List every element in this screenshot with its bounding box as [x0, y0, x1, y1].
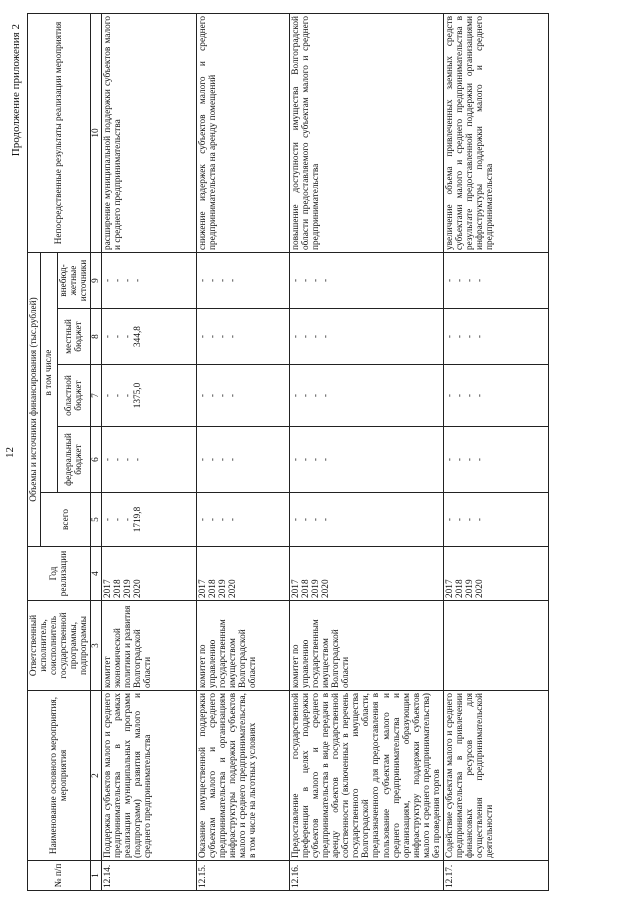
table-body [91, 13, 549, 890]
local-cell-value: - [208, 334, 219, 339]
total-cell-value: - [208, 517, 219, 522]
header-offbudget: внебюд-жетные источники [58, 252, 91, 308]
row-number: 12.16. [290, 861, 443, 891]
offbudget-cell-value: - [321, 278, 332, 283]
table-row [102, 13, 197, 890]
federal-cell-value: - [474, 457, 485, 462]
executor-cell: комитет по управлению государственным имуществом Волгоградской области [197, 601, 290, 691]
regional-cell [290, 365, 443, 427]
local-cell [443, 309, 548, 365]
total-cell-value: - [113, 517, 124, 522]
row-number: 12.17. [443, 861, 548, 891]
total-cell [290, 493, 443, 547]
regional-cell-value: - [454, 393, 465, 398]
federal-cell-value: - [113, 457, 124, 462]
regional-cell-value: - [321, 393, 332, 398]
years-cell [197, 547, 290, 601]
years-cell-value: 2019 [123, 579, 134, 598]
offbudget-cell-value: - [301, 278, 312, 283]
header-total: всего [41, 493, 91, 547]
years-cell-value: 2020 [133, 579, 144, 598]
local-cell [197, 309, 290, 365]
local-cell-value: - [311, 334, 322, 339]
local-cell-value: 344,8 [133, 326, 144, 347]
local-cell-value: - [301, 334, 312, 339]
offbudget-cell-value: - [113, 278, 124, 283]
offbudget-cell [443, 252, 548, 308]
regional-cell-value: - [123, 393, 134, 398]
row-number: 12.14. [102, 861, 197, 891]
years-cell [443, 547, 548, 601]
local-cell-value: - [444, 334, 455, 339]
total-cell-value: - [454, 517, 465, 522]
offbudget-cell-value: - [123, 278, 134, 283]
local-cell-value: - [198, 334, 209, 339]
federal-cell-value: - [321, 457, 332, 462]
years-cell-value: 2019 [464, 579, 475, 598]
regional-cell-value: - [113, 393, 124, 398]
federal-cell-value: - [444, 457, 455, 462]
column-number-row [91, 13, 102, 890]
federal-cell-value: - [133, 457, 144, 462]
federal-cell-value: - [208, 457, 219, 462]
federal-cell-value: - [291, 457, 302, 462]
local-cell-value: - [321, 334, 332, 339]
result-cell: снижение издержек субъектов малого и среднего предпринимательства на аренду помещений [197, 13, 290, 252]
header-year: Год реализации [28, 547, 91, 601]
header-name: Наименование основного мероприятия, мероприятия [28, 691, 91, 861]
total-cell-value: - [474, 517, 485, 522]
offbudget-cell-value: - [454, 278, 465, 283]
local-cell-value: - [454, 334, 465, 339]
executor-cell [443, 601, 548, 691]
years-cell-value: 2018 [454, 579, 465, 598]
offbudget-cell-value: - [103, 278, 114, 283]
table-row [197, 13, 290, 890]
offbudget-cell-value: - [474, 278, 485, 283]
local-cell-value: - [464, 334, 475, 339]
total-cell [197, 493, 290, 547]
table-row [290, 13, 443, 890]
years-cell-value: 2017 [103, 579, 114, 598]
local-cell-value: - [228, 334, 239, 339]
total-cell-value: - [291, 517, 302, 522]
total-cell-value: - [228, 517, 239, 522]
column-number-cell: 3 [91, 601, 102, 691]
header-executor: Ответственный исполнитель, соисполнитель государственной программы, подпрограммы [28, 601, 91, 691]
local-cell-value: - [474, 334, 485, 339]
federal-cell [197, 427, 290, 493]
federal-cell [102, 427, 197, 493]
local-cell-value: - [103, 334, 114, 339]
column-number-cell: 4 [91, 547, 102, 601]
local-cell [102, 309, 197, 365]
regional-cell-value: - [464, 393, 475, 398]
continuation-label: Продолжение приложения 2 [10, 24, 22, 157]
regional-cell-value: - [228, 393, 239, 398]
column-number-cell: 2 [91, 691, 102, 861]
years-cell-value: 2017 [198, 579, 209, 598]
offbudget-cell-value: - [464, 278, 475, 283]
total-cell-value: - [218, 517, 229, 522]
offbudget-cell-value: - [208, 278, 219, 283]
years-cell-value: 2020 [321, 579, 332, 598]
regional-cell-value: 1375,0 [133, 382, 144, 409]
column-number-cell: 7 [91, 365, 102, 427]
column-number-cell: 1 [91, 861, 102, 891]
result-cell: увеличение объема привлеченных заемных средств субъектами малого и среднего предпринимательства в результате предоставленной поддержки организациями инфраструктуры поддержки малого и среднего предпринимательства [443, 13, 548, 252]
total-cell-value: - [321, 517, 332, 522]
regional-cell-value: - [198, 393, 209, 398]
regional-cell-value: - [474, 393, 485, 398]
header-funding: Объемы и источники финансирования (тыс.рублей) [28, 252, 41, 546]
federal-cell-value: - [301, 457, 312, 462]
header-federal: федеральный бюджет [58, 427, 91, 493]
total-cell [443, 493, 548, 547]
result-cell: расширение муниципальной поддержки субъектов малого и среднего предпринимательства [102, 13, 197, 252]
total-cell-value: - [311, 517, 322, 522]
years-cell [102, 547, 197, 601]
years-cell-value: 2019 [218, 579, 229, 598]
federal-cell-value: - [103, 457, 114, 462]
total-cell-value: - [103, 517, 114, 522]
header-result: Непосредственные результаты реализации мероприятия [28, 13, 91, 252]
offbudget-cell [197, 252, 290, 308]
federal-cell-value: - [123, 457, 134, 462]
page-number: 12 [4, 447, 16, 458]
total-cell [102, 493, 197, 547]
measure-name: Содействие субъектам малого и среднего предпринимательства в привлечении финансовых ресурсов для осуществления предпринимательской деятельности [443, 691, 548, 861]
offbudget-cell [290, 252, 443, 308]
column-number-cell: 5 [91, 493, 102, 547]
offbudget-cell-value: - [444, 278, 455, 283]
total-cell-value: - [464, 517, 475, 522]
regional-cell-value: - [208, 393, 219, 398]
local-cell-value: - [218, 334, 229, 339]
federal-cell-value: - [464, 457, 475, 462]
years-cell-value: 2018 [301, 579, 312, 598]
years-cell-value: 2017 [444, 579, 455, 598]
federal-cell-value: - [311, 457, 322, 462]
header-local: местный бюджет [58, 309, 91, 365]
local-cell [290, 309, 443, 365]
header-num: № п/п [28, 861, 91, 891]
federal-cell-value: - [218, 457, 229, 462]
result-cell: повышение доступности имущества Волгоградской области предоставляемого субъектам малого и среднего предпринимательства [290, 13, 443, 252]
federal-cell [443, 427, 548, 493]
row-number: 12.15. [197, 861, 290, 891]
offbudget-cell-value: - [133, 278, 144, 283]
funding-table [27, 13, 549, 891]
column-number-cell: 9 [91, 252, 102, 308]
regional-cell-value: - [103, 393, 114, 398]
federal-cell [290, 427, 443, 493]
header-including: в том числе [41, 252, 58, 492]
regional-cell [102, 365, 197, 427]
offbudget-cell-value: - [198, 278, 209, 283]
years-cell-value: 2017 [291, 579, 302, 598]
local-cell-value: - [113, 334, 124, 339]
measure-name: Поддержка субъектов малого и среднего предпринимательства в рамках реализации муниципальных программ (подпрограмм) развития малого и среднего предпринимательства [102, 691, 197, 861]
regional-cell-value: - [291, 393, 302, 398]
years-cell-value: 2018 [113, 579, 124, 598]
regional-cell-value: - [311, 393, 322, 398]
local-cell-value: - [291, 334, 302, 339]
executor-cell: комитет по управлению государственным имуществом Волгоградской области [290, 601, 443, 691]
regional-cell-value: - [218, 393, 229, 398]
total-cell-value: - [198, 517, 209, 522]
header-regional: областной бюджет [58, 365, 91, 427]
total-cell-value: 1719,8 [133, 506, 144, 533]
offbudget-cell-value: - [218, 278, 229, 283]
column-number-cell: 8 [91, 309, 102, 365]
regional-cell [443, 365, 548, 427]
regional-cell [197, 365, 290, 427]
years-cell-value: 2018 [208, 579, 219, 598]
federal-cell-value: - [228, 457, 239, 462]
measure-name: Оказание имущественной поддержки субъектам малого и среднего предпринимательства и организациям инфраструктуры поддержки субъектов малого и среднего предпринимательства, в том числе на льготных условиях [197, 691, 290, 861]
offbudget-cell-value: - [311, 278, 322, 283]
years-cell-value: 2019 [311, 579, 322, 598]
executor-cell: комитет экономической политики и развития Волгоградской области [102, 601, 197, 691]
column-number-cell: 6 [91, 427, 102, 493]
table-row [443, 13, 548, 890]
offbudget-cell-value: - [291, 278, 302, 283]
offbudget-cell [102, 252, 197, 308]
years-cell [290, 547, 443, 601]
years-cell-value: 2020 [474, 579, 485, 598]
regional-cell-value: - [301, 393, 312, 398]
column-number-cell: 10 [91, 13, 102, 252]
total-cell-value: - [301, 517, 312, 522]
offbudget-cell-value: - [228, 278, 239, 283]
years-cell-value: 2020 [228, 579, 239, 598]
federal-cell-value: - [454, 457, 465, 462]
total-cell-value: - [444, 517, 455, 522]
federal-cell-value: - [198, 457, 209, 462]
regional-cell-value: - [444, 393, 455, 398]
local-cell-value: - [123, 334, 134, 339]
total-cell-value: - [123, 517, 134, 522]
measure-name: Предоставление государственной преференции в целях поддержки субъектов малого и среднего предпринимательства в виде передачи в аренду объектов государственной собственности (включенных в перечень государственного имущества Волгоградской области, предназначенного для предоставления в пользование субъектам малого и среднего предпринимательства и организациям, образующим инфраструктуру поддержки субъектов малого и среднего предпринимательства) без проведения торгов [290, 691, 443, 861]
